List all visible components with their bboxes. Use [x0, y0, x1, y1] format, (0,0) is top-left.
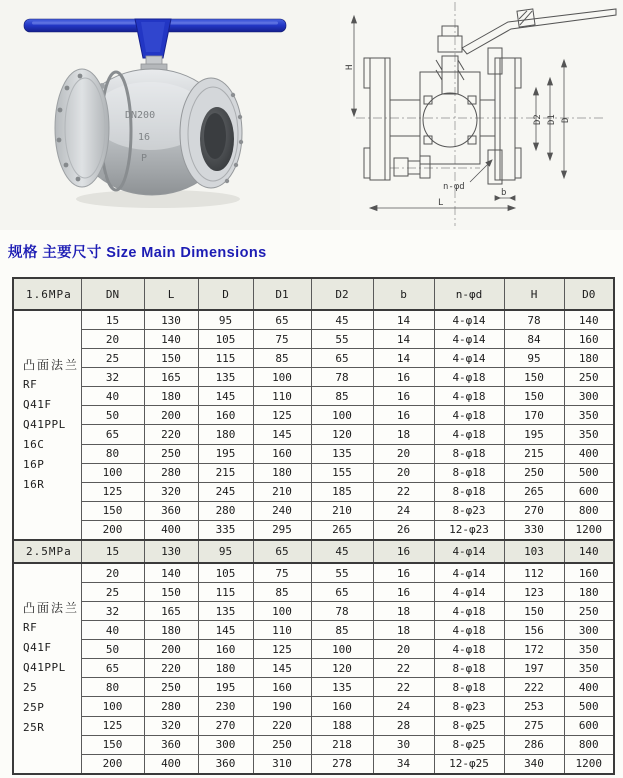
valve-drawing-svg [340, 0, 623, 230]
table-row [13, 406, 614, 425]
table-cell: 180 [198, 659, 253, 678]
table-cell: 34 [373, 754, 434, 774]
table-row [13, 482, 614, 501]
table-cell: 180 [144, 621, 198, 640]
table-cell: 55 [311, 563, 373, 583]
table-cell: 16 [373, 387, 434, 406]
table-cell: 150 [504, 602, 564, 621]
table-cell: 265 [311, 520, 373, 540]
table-row [13, 735, 614, 754]
table-cell: 286 [504, 735, 564, 754]
table-cell: 16 [373, 368, 434, 387]
column-header: D1 [253, 278, 311, 310]
table-row [13, 387, 614, 406]
table-cell: 100 [81, 697, 144, 716]
table-cell: 280 [144, 463, 198, 482]
table-row [13, 583, 614, 602]
table-cell: 12-φ25 [434, 754, 504, 774]
table-cell: 185 [311, 482, 373, 501]
series-label: 25P [23, 701, 45, 715]
table-cell: 100 [81, 463, 144, 482]
table-cell: 300 [564, 387, 614, 406]
table-cell: 14 [373, 349, 434, 368]
table-cell: 45 [311, 310, 373, 330]
table-cell: 210 [253, 482, 311, 501]
table-cell: 78 [504, 310, 564, 330]
table-cell: 500 [564, 463, 614, 482]
table-cell: 115 [198, 349, 253, 368]
column-header: H [504, 278, 564, 310]
table-cell: 300 [564, 621, 614, 640]
table-cell: 210 [311, 501, 373, 520]
table-cell: 165 [144, 602, 198, 621]
table-cell: 100 [311, 406, 373, 425]
table-row [13, 621, 614, 640]
table-cell: 25 [81, 349, 144, 368]
table-cell: 15 [81, 540, 144, 563]
table-cell: 160 [198, 640, 253, 659]
table-cell: 112 [504, 563, 564, 583]
table-cell: 195 [198, 444, 253, 463]
series-label: 凸面法兰 [23, 601, 80, 616]
table-cell: 4-φ18 [434, 425, 504, 444]
table-cell: 800 [564, 501, 614, 520]
table-cell: 4-φ18 [434, 640, 504, 659]
column-header: D [198, 278, 253, 310]
table-cell: 18 [373, 602, 434, 621]
dimensions-table [12, 277, 615, 775]
dim-label-H: H [345, 64, 355, 70]
table-cell: 50 [81, 406, 144, 425]
table-row [13, 697, 614, 716]
table-cell: 20 [81, 563, 144, 583]
table-cell: 65 [253, 310, 311, 330]
table-cell: 78 [311, 602, 373, 621]
table-cell: 22 [373, 482, 434, 501]
ball-valve-photo [0, 0, 340, 230]
table-cell: 220 [253, 716, 311, 735]
table-cell: 16 [373, 406, 434, 425]
table-cell: 320 [144, 482, 198, 501]
series-label: RF [23, 377, 38, 391]
table-cell: 160 [564, 563, 614, 583]
table-cell: 4-φ18 [434, 621, 504, 640]
column-header: n-φd [434, 278, 504, 310]
table-cell: 80 [81, 444, 144, 463]
table-cell: 4-φ14 [434, 540, 504, 563]
stamp-dn: DN200 [125, 110, 156, 121]
table-cell: 8-φ23 [434, 501, 504, 520]
table-cell: 215 [198, 463, 253, 482]
table-cell: 16 [373, 583, 434, 602]
series-label: 25 [23, 681, 38, 695]
table-cell: 140 [564, 540, 614, 563]
dim-label-D1: D1 [547, 114, 557, 125]
table-cell: 200 [144, 640, 198, 659]
table-cell: 8-φ18 [434, 659, 504, 678]
table-cell: 180 [253, 463, 311, 482]
table-cell: 350 [564, 425, 614, 444]
table-cell: 275 [504, 716, 564, 735]
table-cell: 95 [504, 349, 564, 368]
table-cell: 22 [373, 659, 434, 678]
table-row [13, 349, 614, 368]
table-cell: 280 [198, 501, 253, 520]
series-label: 16P [23, 457, 45, 471]
column-header: D0 [564, 278, 614, 310]
table-cell: 245 [198, 482, 253, 501]
series-label: Q41F [23, 641, 52, 655]
table-cell: 65 [311, 349, 373, 368]
column-header: D2 [311, 278, 373, 310]
table-cell: 65 [81, 659, 144, 678]
table-cell: 140 [144, 563, 198, 583]
table-cell: 4-φ14 [434, 330, 504, 349]
table-cell: 350 [564, 659, 614, 678]
table-cell: 145 [198, 387, 253, 406]
table-cell: 180 [564, 349, 614, 368]
valve-technical-drawing [340, 0, 623, 230]
table-cell: 280 [144, 697, 198, 716]
table-cell: 270 [504, 501, 564, 520]
table-cell: 600 [564, 482, 614, 501]
table-cell: 250 [144, 678, 198, 697]
table-row [13, 602, 614, 621]
table-cell: 200 [81, 754, 144, 774]
table-row [13, 425, 614, 444]
table-cell: 1200 [564, 754, 614, 774]
table-cell: 85 [311, 387, 373, 406]
table-cell: 340 [504, 754, 564, 774]
table-cell: 115 [198, 583, 253, 602]
table-cell: 265 [504, 482, 564, 501]
table-cell: 250 [144, 444, 198, 463]
table-cell: 150 [144, 349, 198, 368]
table-cell: 125 [253, 640, 311, 659]
series-label: RF [23, 621, 38, 635]
table-cell: 320 [144, 716, 198, 735]
table-cell: 65 [81, 425, 144, 444]
table-cell: 130 [144, 540, 198, 563]
table-cell: 360 [144, 735, 198, 754]
table-cell: 215 [504, 444, 564, 463]
table-cell: 123 [504, 583, 564, 602]
table-cell: 40 [81, 387, 144, 406]
table-cell: 32 [81, 602, 144, 621]
table-cell: 195 [198, 678, 253, 697]
table-cell: 350 [564, 406, 614, 425]
table-cell: 95 [198, 310, 253, 330]
table-cell: 145 [253, 425, 311, 444]
table-cell: 125 [253, 406, 311, 425]
table-cell: 125 [81, 716, 144, 735]
table-cell: 110 [253, 387, 311, 406]
table-cell: 155 [311, 463, 373, 482]
stamp-pn: 16 [138, 132, 151, 143]
table-cell: 45 [311, 540, 373, 563]
table-cell: 65 [311, 583, 373, 602]
table-cell: 12-φ23 [434, 520, 504, 540]
table-cell: 218 [311, 735, 373, 754]
table-row [13, 330, 614, 349]
table-cell: 400 [564, 678, 614, 697]
table-cell: 270 [198, 716, 253, 735]
table-cell: 180 [198, 425, 253, 444]
table-cell: 1200 [564, 520, 614, 540]
table-cell: 180 [144, 387, 198, 406]
table-cell: 85 [253, 349, 311, 368]
table-cell: 600 [564, 716, 614, 735]
table-cell: 160 [253, 444, 311, 463]
table-cell: 150 [81, 735, 144, 754]
table-cell: 8-φ23 [434, 697, 504, 716]
table-cell: 278 [311, 754, 373, 774]
table-cell: 85 [311, 621, 373, 640]
table-cell: 310 [253, 754, 311, 774]
table-cell: 195 [504, 425, 564, 444]
table-cell: 222 [504, 678, 564, 697]
table-cell: 500 [564, 697, 614, 716]
table-cell: 8-φ25 [434, 735, 504, 754]
table-cell: 145 [253, 659, 311, 678]
table-cell: 125 [81, 482, 144, 501]
table-cell: 18 [373, 425, 434, 444]
table-cell: 75 [253, 563, 311, 583]
table-cell: 4-φ14 [434, 563, 504, 583]
table-cell: 145 [198, 621, 253, 640]
table-cell: 150 [504, 368, 564, 387]
table-cell: 360 [198, 754, 253, 774]
dimensions-table-wrap [12, 277, 615, 775]
table-row [13, 563, 614, 583]
table-row [13, 640, 614, 659]
table-cell: 8-φ25 [434, 716, 504, 735]
table-cell: 16 [373, 563, 434, 583]
table-cell: 160 [253, 678, 311, 697]
table-cell: 250 [504, 463, 564, 482]
table-cell: 20 [373, 463, 434, 482]
table-cell: 150 [144, 583, 198, 602]
left-flange [55, 69, 109, 187]
table-cell: 100 [253, 602, 311, 621]
table-cell: 120 [311, 659, 373, 678]
table-cell: 14 [373, 310, 434, 330]
table-row [13, 310, 614, 330]
dim-label-D2: D2 [533, 114, 543, 125]
series-label: Q41PPL [23, 417, 66, 431]
table-cell: 4-φ14 [434, 310, 504, 330]
series-labels [13, 310, 81, 540]
table-cell: 20 [373, 444, 434, 463]
table-cell: 360 [144, 501, 198, 520]
series-label: 16C [23, 437, 45, 451]
table-cell: 8-φ18 [434, 463, 504, 482]
table-cell: 188 [311, 716, 373, 735]
page-title: 规格 主要尺寸 Size Main Dimensions [8, 245, 267, 261]
table-cell: 220 [144, 425, 198, 444]
table-cell: 335 [198, 520, 253, 540]
table-cell: 400 [564, 444, 614, 463]
table-band-row [13, 540, 614, 563]
table-cell: 14 [373, 330, 434, 349]
table-cell: 16 [373, 540, 434, 563]
column-header: DN [81, 278, 144, 310]
table-cell: 8-φ18 [434, 482, 504, 501]
table-cell: 25 [81, 583, 144, 602]
table-cell: 350 [564, 640, 614, 659]
dim-label-D: D [561, 117, 571, 123]
table-cell: 22 [373, 678, 434, 697]
series-label: 16R [23, 477, 45, 491]
series-label: Q41PPL [23, 661, 66, 675]
table-cell: 170 [504, 406, 564, 425]
table-cell: 84 [504, 330, 564, 349]
ball-valve-photo-svg [0, 0, 340, 230]
table-cell: 190 [253, 697, 311, 716]
table-cell: 75 [253, 330, 311, 349]
table-cell: 156 [504, 621, 564, 640]
series-label: 凸面法兰 [23, 357, 80, 372]
table-row [13, 444, 614, 463]
table-cell: 150 [81, 501, 144, 520]
table-header-row [13, 278, 614, 310]
table-cell: 103 [504, 540, 564, 563]
table-cell: 800 [564, 735, 614, 754]
table-cell: 165 [144, 368, 198, 387]
series-labels [13, 563, 81, 774]
table-cell: 32 [81, 368, 144, 387]
table-cell: 197 [504, 659, 564, 678]
table-cell: 180 [564, 583, 614, 602]
table-cell: 95 [198, 540, 253, 563]
table-cell: 110 [253, 621, 311, 640]
pressure-class-label: 1.6MPa [13, 278, 81, 310]
table-cell: 140 [144, 330, 198, 349]
table-cell: 4-φ18 [434, 387, 504, 406]
table-cell: 200 [144, 406, 198, 425]
dim-label-L: L [438, 198, 444, 208]
table-cell: 4-φ14 [434, 349, 504, 368]
table-cell: 20 [81, 330, 144, 349]
table-cell: 135 [198, 602, 253, 621]
table-row [13, 520, 614, 540]
table-cell: 330 [504, 520, 564, 540]
table-cell: 4-φ18 [434, 602, 504, 621]
table-cell: 160 [564, 330, 614, 349]
drawing-background [340, 0, 623, 230]
dim-label-b: b [501, 188, 507, 198]
stamp-material: P [141, 153, 148, 164]
table-cell: 28 [373, 716, 434, 735]
table-row [13, 368, 614, 387]
table-cell: 250 [253, 735, 311, 754]
dim-label-n-phi-d: n-φd [443, 182, 465, 192]
table-cell: 253 [504, 697, 564, 716]
table-row [13, 659, 614, 678]
table-cell: 150 [504, 387, 564, 406]
table-cell: 4-φ18 [434, 368, 504, 387]
table-cell: 172 [504, 640, 564, 659]
table-cell: 120 [311, 425, 373, 444]
table-row [13, 716, 614, 735]
table-row [13, 463, 614, 482]
column-header: L [144, 278, 198, 310]
table-cell: 40 [81, 621, 144, 640]
table-cell: 26 [373, 520, 434, 540]
table-cell: 65 [253, 540, 311, 563]
table-cell: 105 [198, 330, 253, 349]
column-header: b [373, 278, 434, 310]
table-cell: 250 [564, 368, 614, 387]
table-cell: 220 [144, 659, 198, 678]
table-cell: 250 [564, 602, 614, 621]
table-cell: 135 [311, 678, 373, 697]
table-cell: 80 [81, 678, 144, 697]
table-cell: 78 [311, 368, 373, 387]
table-cell: 130 [144, 310, 198, 330]
table-cell: 240 [253, 501, 311, 520]
table-cell: 135 [311, 444, 373, 463]
table-cell: 100 [311, 640, 373, 659]
table-cell: 30 [373, 735, 434, 754]
table-cell: 20 [373, 640, 434, 659]
table-cell: 400 [144, 520, 198, 540]
table-cell: 8-φ18 [434, 678, 504, 697]
table-cell: 24 [373, 501, 434, 520]
series-label: Q41F [23, 397, 52, 411]
table-cell: 8-φ18 [434, 444, 504, 463]
table-row [13, 754, 614, 774]
table-cell: 50 [81, 640, 144, 659]
table-cell: 300 [198, 735, 253, 754]
series-label: 25R [23, 721, 45, 735]
table-cell: 4-φ18 [434, 406, 504, 425]
table-cell: 295 [253, 520, 311, 540]
pressure-class-label: 2.5MPa [13, 540, 81, 563]
table-cell: 55 [311, 330, 373, 349]
table-row [13, 501, 614, 520]
table-cell: 4-φ14 [434, 583, 504, 602]
table-cell: 15 [81, 310, 144, 330]
table-cell: 200 [81, 520, 144, 540]
table-cell: 100 [253, 368, 311, 387]
table-cell: 105 [198, 563, 253, 583]
table-cell: 24 [373, 697, 434, 716]
table-row [13, 678, 614, 697]
table-cell: 140 [564, 310, 614, 330]
table-cell: 135 [198, 368, 253, 387]
table-cell: 18 [373, 621, 434, 640]
table-cell: 230 [198, 697, 253, 716]
table-cell: 85 [253, 583, 311, 602]
table-cell: 160 [311, 697, 373, 716]
table-cell: 400 [144, 754, 198, 774]
table-cell: 160 [198, 406, 253, 425]
